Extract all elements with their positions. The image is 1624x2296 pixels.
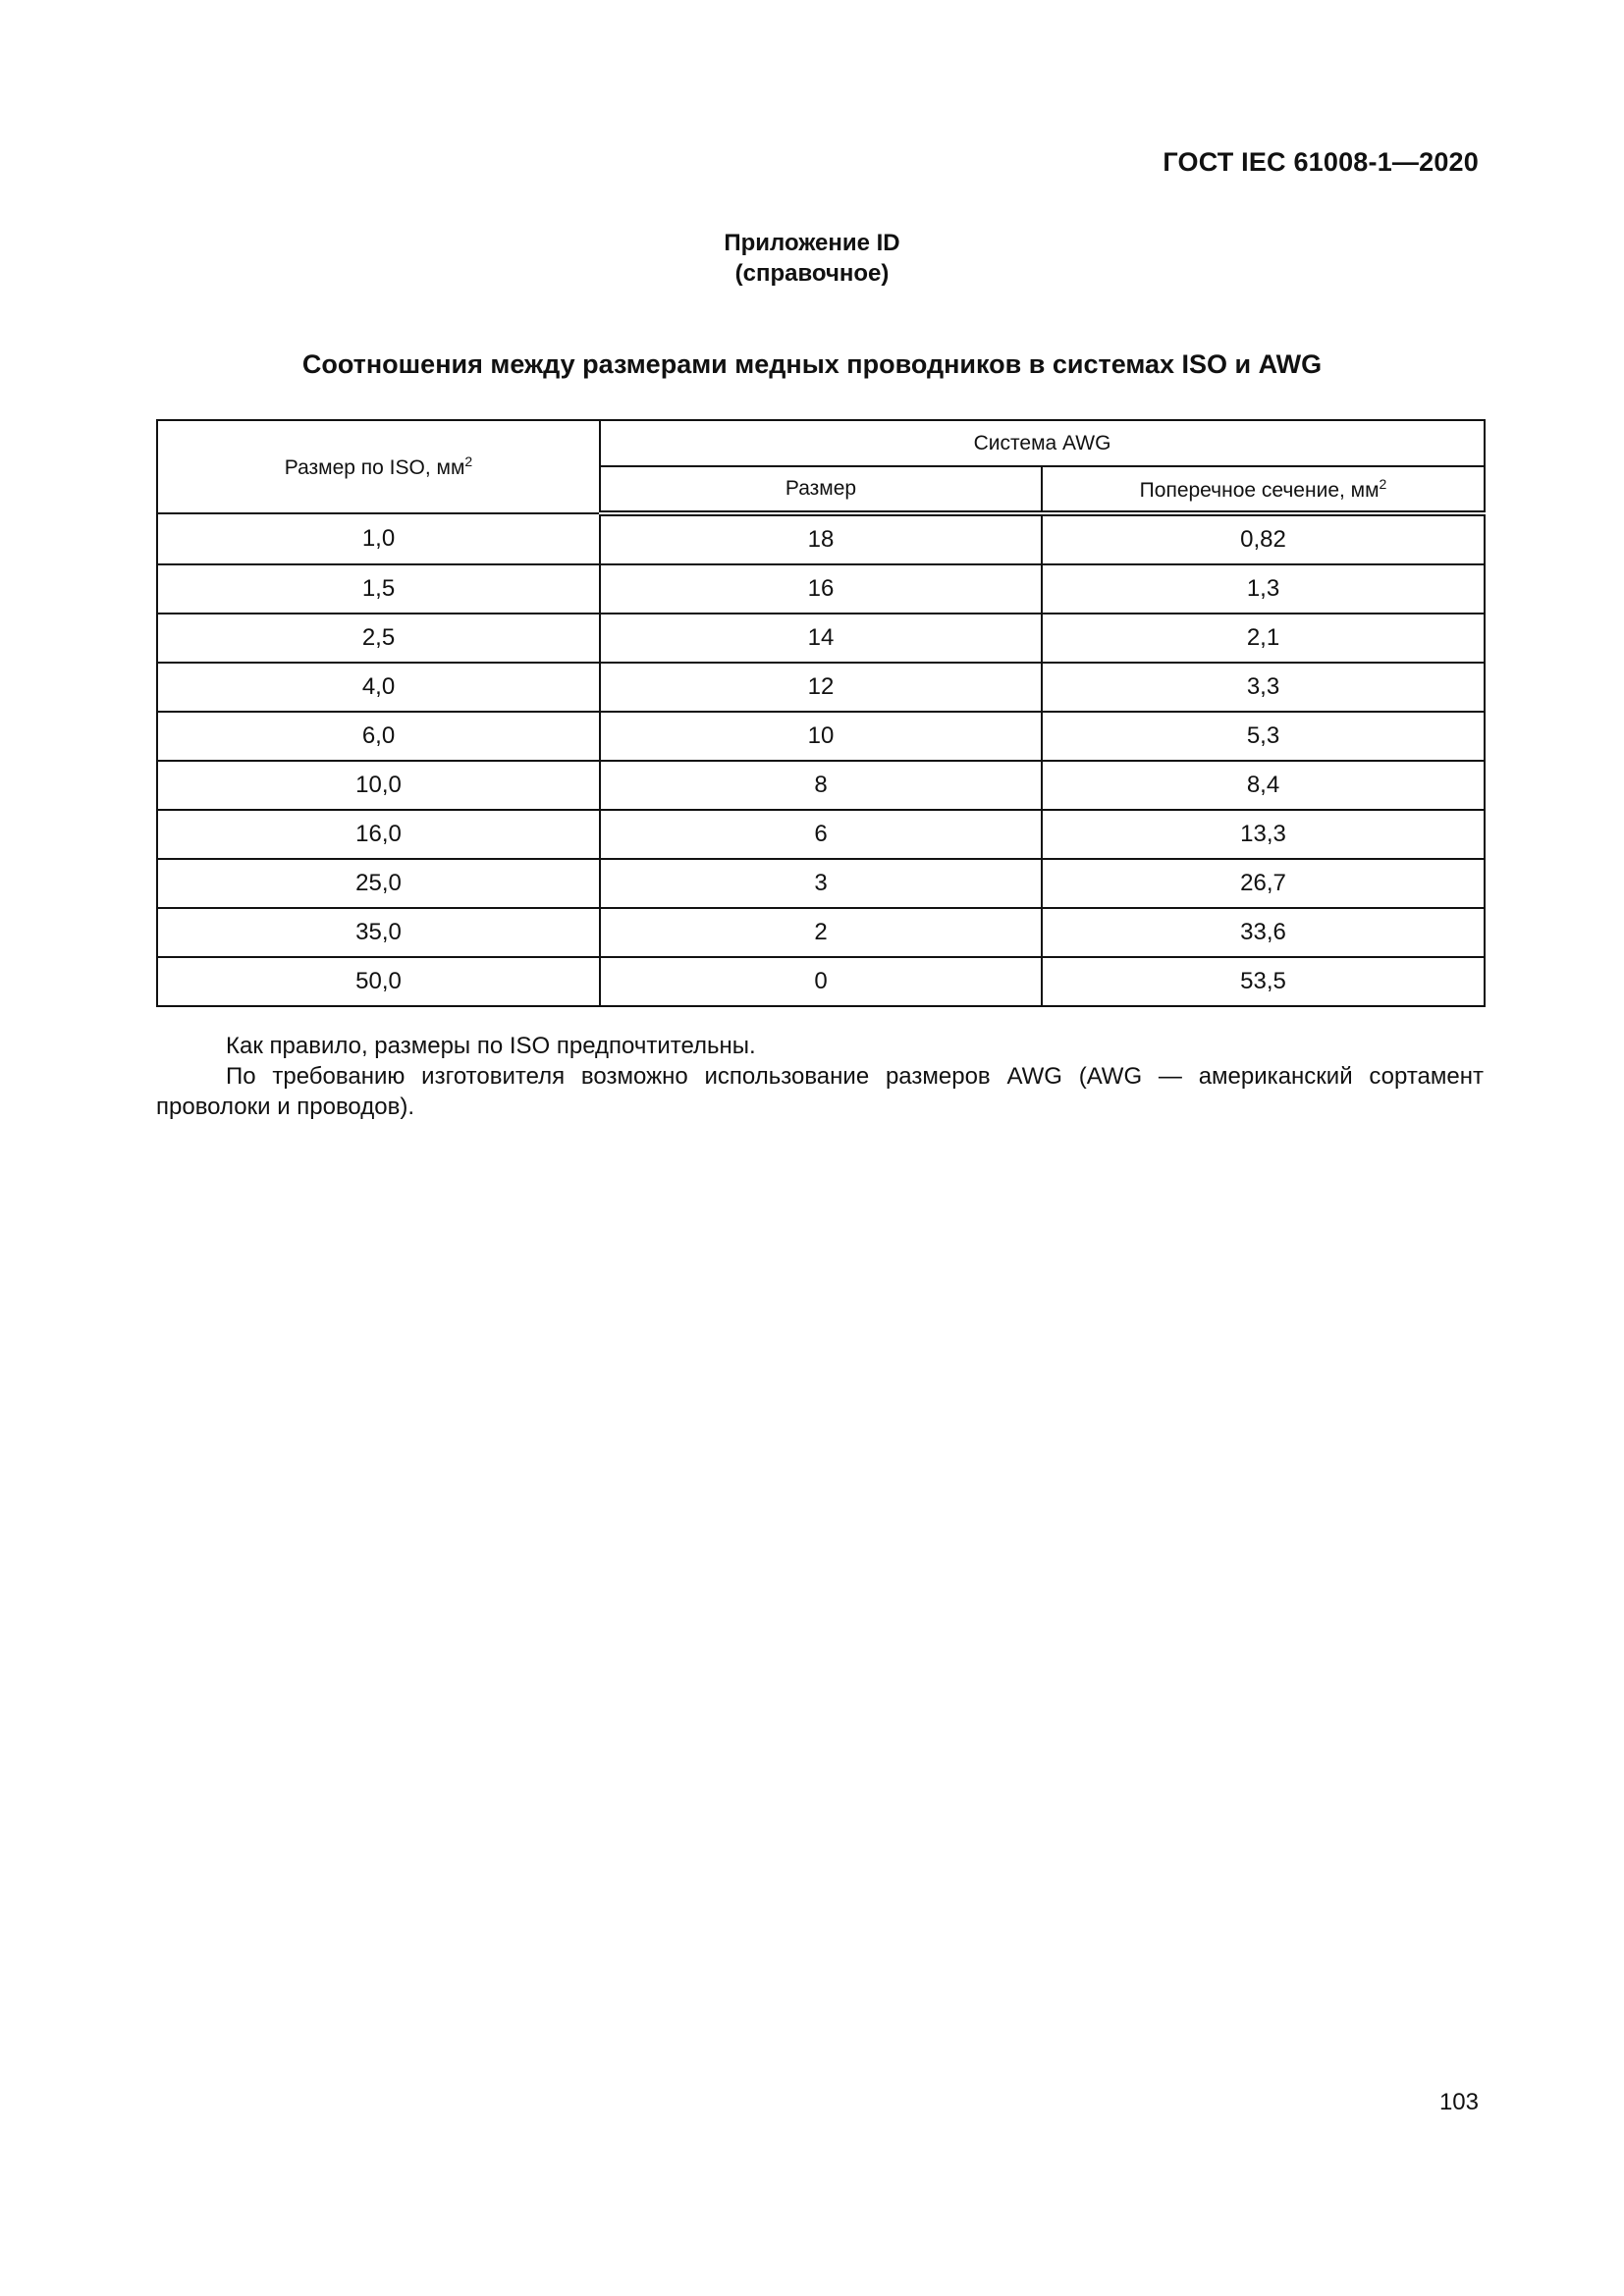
appendix-title: Приложение ID [724, 230, 900, 256]
table-row [157, 614, 1485, 663]
table-row [157, 564, 1485, 614]
header-iso-size-sup: 2 [464, 454, 473, 469]
cell-awg: 12 [600, 663, 1042, 712]
table-row [157, 761, 1485, 810]
appendix-heading [0, 228, 1624, 289]
header-awg-cross-section-sup: 2 [1379, 475, 1387, 492]
cell-cross: 33,6 [1042, 908, 1485, 957]
header-awg-size: Размер [600, 466, 1042, 513]
cell-awg: 8 [600, 761, 1042, 810]
page-number: 103 [1438, 2089, 1479, 2115]
cell-awg: 14 [600, 614, 1042, 663]
header-awg-system: Система AWG [600, 420, 1485, 466]
table-row [157, 513, 1485, 564]
cell-cross: 5,3 [1042, 712, 1485, 761]
cell-iso: 25,0 [157, 859, 600, 908]
cell-awg: 2 [600, 908, 1042, 957]
cell-awg: 3 [600, 859, 1042, 908]
note-paragraph-1: Как правило, размеры по ISO предпочтительны. [226, 1033, 756, 1059]
document-standard-header: ГОСТ IEC 61008-1—2020 [1163, 147, 1479, 177]
table-row [157, 663, 1485, 712]
cell-cross: 8,4 [1042, 761, 1485, 810]
cell-cross: 3,3 [1042, 663, 1485, 712]
header-awg-cross-section-label: Поперечное сечение, мм [1139, 478, 1380, 502]
table-row [157, 908, 1485, 957]
cell-iso: 10,0 [157, 761, 600, 810]
cell-awg: 0 [600, 957, 1042, 1006]
cell-iso: 35,0 [157, 908, 600, 957]
table-row [157, 712, 1485, 761]
table-row [157, 810, 1485, 859]
cell-cross: 53,5 [1042, 957, 1485, 1006]
cell-iso: 1,0 [157, 513, 600, 564]
cell-awg: 10 [600, 712, 1042, 761]
cell-cross: 1,3 [1042, 564, 1485, 614]
table-row [157, 957, 1485, 1006]
cell-cross: 26,7 [1042, 859, 1485, 908]
cell-awg: 6 [600, 810, 1042, 859]
header-iso-size [157, 420, 600, 513]
cell-iso: 16,0 [157, 810, 600, 859]
cell-iso: 50,0 [157, 957, 600, 1006]
cell-cross: 13,3 [1042, 810, 1485, 859]
table-row [157, 859, 1485, 908]
header-awg-cross-section [1042, 466, 1485, 513]
cell-iso: 1,5 [157, 564, 600, 614]
cell-awg: 18 [600, 513, 1042, 564]
cell-iso: 6,0 [157, 712, 600, 761]
appendix-subtitle: (справочное) [734, 260, 890, 287]
cell-awg: 16 [600, 564, 1042, 614]
notes-section [156, 1031, 1484, 1122]
cell-cross: 0,82 [1042, 513, 1485, 564]
cell-iso: 2,5 [157, 614, 600, 663]
header-iso-size-label: Размер по ISO, мм [284, 456, 465, 479]
conductor-size-table [156, 419, 1486, 1007]
cell-cross: 2,1 [1042, 614, 1485, 663]
table-body [157, 513, 1485, 1006]
note-paragraph-2: По требованию изготовителя возможно использование размеров AWG (AWG — американский сортамент проволоки и проводов). [156, 1063, 1484, 1120]
cell-iso: 4,0 [157, 663, 600, 712]
table-title: Соотношения между размерами медных проводников в системах ISO и AWG [301, 349, 1323, 379]
